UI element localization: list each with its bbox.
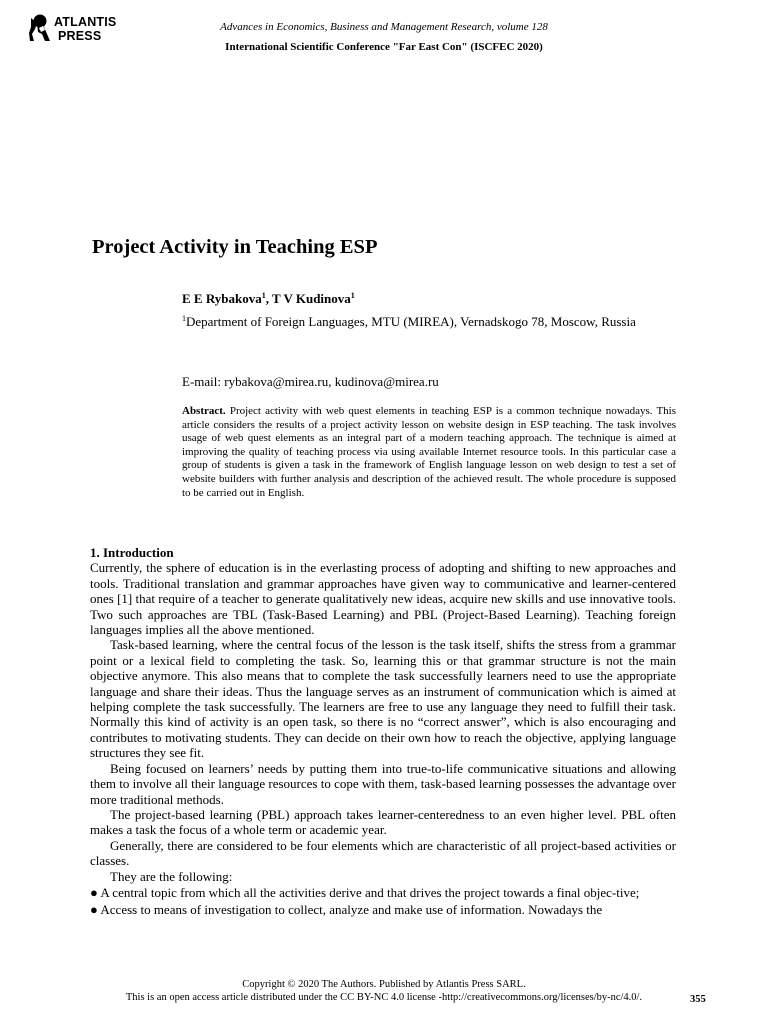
section-heading: 1. Introduction <box>90 545 174 560</box>
affiliation-text: Department of Foreign Languages, MTU (MIREA), Vernadskogo 78, Moscow, Russia <box>186 314 636 329</box>
page-header <box>130 21 638 54</box>
conference-name: International Scientific Conference "Far East Con" (ISCFEC 2020) <box>225 41 543 53</box>
logo-line-1: ATLANTIS <box>54 15 117 29</box>
paragraph: Task-based learning, where the central focus of the lesson is the task itself, shifts the stress from a grammar point or a lexical field to completing the task. So, learning this or that grammar structure is not the main objective anymore. This also means that to complete the task successfully learners need to use the appropriate language and share their ideas. Thus the language serves as an instrument of communication which is aimed at helping complete the task successfully. The learners are free to use any language they need to fulfill their task. Normally this kind of activity is an open task, so there is no “correct answer”, which is also encouraging and contributes to motivating students. They can decide on their own how to reach the objective, applying language structures they see fit. <box>90 637 676 761</box>
affiliation <box>182 314 662 331</box>
author-name: T V Kudinova <box>272 291 351 306</box>
logo-line-2: PRESS <box>58 29 102 43</box>
abstract-label: Abstract. <box>182 405 226 417</box>
logo-wordmark <box>54 15 116 43</box>
paragraph: Currently, the sphere of education is in the everlasting process of adopting and shifting to new approaches and tools. Traditional translation and grammar approaches have given way to communicative and learner-centered ones [1] that require of a teacher to generate qualitatively new ideas, acquire new skills and use innovative tools. Two such approaches are TBL (Task-Based Learning) and PBL (Project-Based Learning). Teaching foreign languages implies all the above mentioned. <box>90 560 676 638</box>
copyright-notice: Copyright © 2020 The Authors. Published by Atlantis Press SARL. <box>242 979 526 990</box>
paper-title: Project Activity in Teaching ESP <box>92 236 378 258</box>
series-title: Advances in Economics, Business and Management Research, volume 128 <box>220 21 548 33</box>
author-email: E-mail: rybakova@mirea.ru, kudinova@mirea.ru <box>182 374 439 389</box>
author-name: E E Rybakova <box>182 291 262 306</box>
paragraph: They are the following: <box>110 868 233 884</box>
atlantis-press-logo <box>28 14 128 46</box>
author-list <box>182 291 355 307</box>
bullet-item: ● Access to means of investigation to collect, analyze and make use of information. Nowadays the <box>90 902 603 918</box>
license-notice: This is an open access article distributed under the CC BY-NC 4.0 license -http://creativecommons.org/licenses/by-nc/4.0/. <box>125 992 643 1003</box>
affiliation-marker: 1 <box>350 291 355 300</box>
paragraph: Generally, there are considered to be four elements which are characteristic of all project-based activities or classes. <box>90 837 676 869</box>
affiliation-marker: 1 <box>261 291 266 300</box>
introduction-section <box>90 545 676 918</box>
bullet-item: ● A central topic from which all the activities derive and that drives the project towards a final objec-tive; <box>90 885 640 901</box>
paragraph: The project-based learning (PBL) approach takes learner-centeredness to an even higher level. PBL often makes a task the focus of a whole term or academic year. <box>90 806 676 838</box>
author-separator: , <box>265 291 272 306</box>
paragraph: Being focused on learners’ needs by putting them into true-to-life communicative situations and allowing them to involve all their language resources to cope with them, task-based learning possesses the advantage over more traditional methods. <box>90 760 676 807</box>
affiliation-marker: 1 <box>182 314 186 323</box>
page-footer <box>0 978 768 1004</box>
abstract-text: Project activity with web quest elements in teaching ESP is a common technique nowadays. This article considers the results of a project activity lesson on website design in ESP teaching. The task involves usage of web quest elements as an integral part of a modern teaching approach. The technique is aimed at improving the quality of teaching process via using available Internet resource tools. In this particular case a group of students is given a task in the framework of English language lesson on web design to test a set of website builders with further analysis and description of the achieved result. The whole procedure is supposed to be carried out in English. <box>182 405 676 499</box>
atlas-figure-icon <box>28 14 52 42</box>
page-number: 355 <box>690 994 706 1005</box>
abstract <box>182 405 676 500</box>
